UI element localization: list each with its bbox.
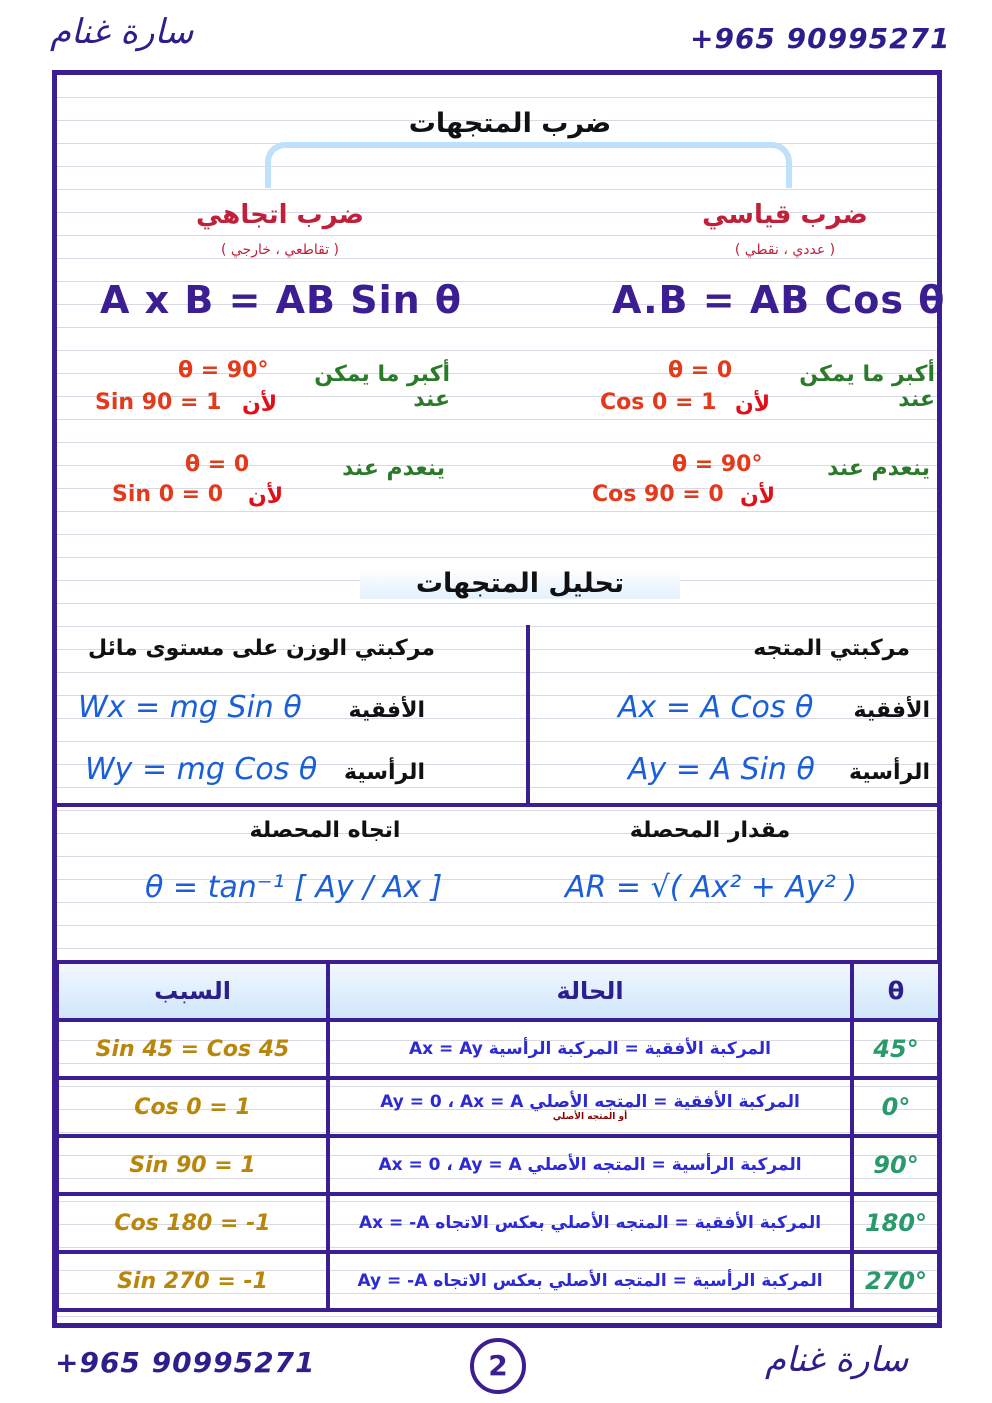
page-number: 2 [470,1338,526,1394]
vector-min-cond: θ = 0 [185,452,250,477]
vector-v-label: الرأسية [849,760,930,785]
author-name-footer: سارة غنام [765,1340,909,1380]
scalar-max-reason: Cos 0 = 1 [600,390,717,415]
header-state: الحالة [328,962,852,1020]
vector-max-label: أكبر ما يمكن عند [314,362,450,412]
state-cell: المركبة الأفقية = المتجه الأصلي بعكس الاتجاه Ax = -A [328,1194,852,1252]
cause-cell: Sin 90 = 1 [57,1136,328,1194]
resultant-direction-title: اتجاه المحصلة [249,818,401,843]
incline-title: مركبتي الوزن على مستوى مائل [88,636,435,661]
split-arrow [265,142,792,188]
analysis-title: تحليل المتجهات [360,568,680,599]
cause-cell: Sin 270 = -1 [57,1252,328,1310]
cases-table [55,960,942,1312]
scalar-max-cond: θ = 0 [668,358,733,383]
vector-max-reason: Sin 90 = 1 [95,390,222,415]
table-header-row [57,962,940,1020]
state-cell: المركبة الأفقية = المركبة الرأسية Ax = Ay [328,1020,852,1078]
state-note: أو المتجه الأصلي [552,1112,628,1122]
theta-cell: 0° [852,1078,940,1136]
vector-max-cond: θ = 90° [178,358,269,383]
analysis-divider [526,625,530,805]
vector-min-label: ينعدم عند [342,456,445,481]
vector-min-reason: Sin 0 = 0 [112,482,224,507]
vector-components-title: مركبتي المتجه [753,636,910,661]
table-row [57,1194,940,1252]
resultant-direction-formula: θ = tan⁻¹ [ Ay / Ax ] [145,870,443,905]
scalar-min-label: ينعدم عند [827,456,930,481]
cause-cell: Cos 0 = 1 [57,1078,328,1136]
table-row [57,1078,940,1136]
vector-h-formula: Ax = A Cos θ [618,690,814,725]
state-cell: المركبة الرأسية = المتجه الأصلي Ax = 0 ، Ay = A [328,1136,852,1194]
vector-product-label: ضرب اتجاهي [196,200,364,230]
resultant-magnitude-title: مقدار المحصلة [629,818,791,843]
vector-h-label: الأفقية [853,698,930,723]
theta-cell: 270° [852,1252,940,1310]
cross-product-formula: A x B = AB Sin θ [100,278,463,322]
scalar-max-because: لأن [735,392,771,417]
state-cell [328,1078,852,1136]
theta-cell: 180° [852,1194,940,1252]
cause-cell: Sin 45 = Cos 45 [57,1020,328,1078]
table-row [57,1136,940,1194]
incline-h-formula: Wx = mg Sin θ [78,690,302,725]
table-row [57,1020,940,1078]
scalar-min-reason: Cos 90 = 0 [592,482,724,507]
vector-product-sub: ( تقاطعي ، خارجي ) [220,242,340,258]
vector-min-because: لأن [248,484,284,509]
scalar-max-label: أكبر ما يمكن عند [799,362,935,412]
author-name-header: سارة غنام [50,12,194,52]
multiply-title: ضرب المتجهات [408,108,612,139]
resultant-magnitude-formula: AR = √( Ax² + Ay² ) [565,870,857,905]
header-theta: θ [852,962,940,1020]
vector-v-formula: Ay = A Sin θ [628,752,815,787]
theta-cell: 90° [852,1136,940,1194]
incline-h-label: الأفقية [348,698,425,723]
cause-cell: Cos 180 = -1 [57,1194,328,1252]
scalar-product-label: ضرب قياسي [702,200,868,230]
phone-header: +965 90995271 [690,22,951,55]
incline-v-label: الرأسية [344,760,425,785]
vector-max-because: لأن [242,392,278,417]
scalar-product-sub: ( عددي ، نقطي ) [734,242,836,258]
theta-cell: 45° [852,1020,940,1078]
state-cell: المركبة الرأسية = المتجه الأصلي بعكس الاتجاه Ay = -A [328,1252,852,1310]
scalar-min-cond: θ = 90° [672,452,763,477]
state-text: المركبة الأفقية = المتجه الأصلي Ay = 0 ، Ax = A [380,1092,800,1112]
analysis-bottom-line [55,803,942,807]
incline-v-formula: Wy = mg Cos θ [85,752,318,787]
phone-footer: +965 90995271 [55,1346,316,1379]
dot-product-formula: A.B = AB Cos θ [612,278,946,322]
scalar-min-because: لأن [740,484,776,509]
table-row [57,1252,940,1310]
header-cause: السبب [57,962,328,1020]
